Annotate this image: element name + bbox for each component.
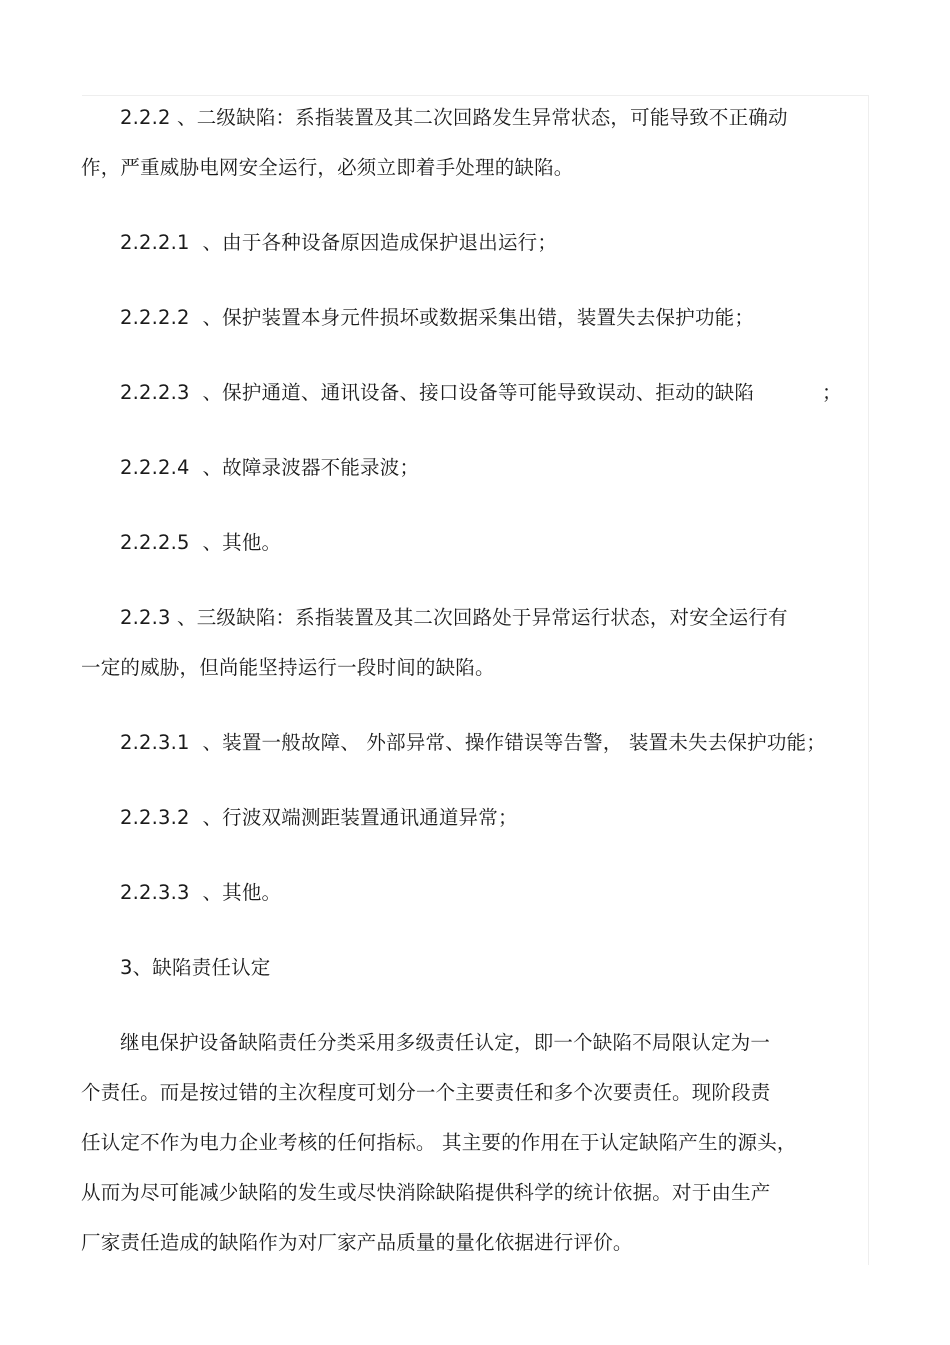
trailing-semicolon: ； bbox=[822, 381, 842, 404]
text-line bbox=[120, 805, 518, 831]
line-text: 、装置一般故障、 外部异常、操作错误等告警， 装置未失去保护功能； bbox=[202, 731, 826, 754]
text-line bbox=[120, 105, 788, 131]
section-number: 2.2.2 bbox=[120, 106, 171, 129]
text-line bbox=[81, 655, 495, 681]
page-border-right bbox=[868, 95, 869, 1265]
section-number: 2.2.2.2 bbox=[120, 306, 190, 329]
line-text: 、其他。 bbox=[202, 531, 282, 554]
section-number: 2.2.2.5 bbox=[120, 531, 190, 554]
section-heading bbox=[120, 955, 271, 981]
page-border-top bbox=[82, 95, 869, 96]
text-line bbox=[81, 1180, 771, 1206]
text-line bbox=[120, 605, 788, 631]
line-text: 从而为尽可能减少缺陷的发生或尽快消除缺陷提供科学的统计依据。对于由生产 bbox=[81, 1181, 771, 1204]
section-number: 2.2.2.3 bbox=[120, 381, 190, 404]
text-line bbox=[120, 230, 557, 256]
section-number: 2.2.3 bbox=[120, 606, 171, 629]
line-text: 、由于各种设备原因造成保护退出运行； bbox=[202, 231, 558, 254]
line-text: 作，严重威胁电网安全运行，必须立即着手处理的缺陷。 bbox=[81, 156, 574, 179]
line-text: 、三级缺陷：系指装置及其二次回路处于异常运行状态，对安全运行有 bbox=[177, 606, 788, 629]
text-line bbox=[81, 1080, 771, 1106]
line-text: 、其他。 bbox=[202, 881, 282, 904]
line-text: 一定的威胁，但尚能坚持运行一段时间的缺陷。 bbox=[81, 656, 495, 679]
line-text: 、行波双端测距装置通讯通道异常； bbox=[202, 806, 518, 829]
text-line bbox=[120, 1030, 770, 1056]
text-line bbox=[81, 1230, 633, 1256]
section-number: 2.2.2.1 bbox=[120, 231, 190, 254]
line-text: 、二级缺陷：系指装置及其二次回路发生异常状态，可能导致不正确动 bbox=[177, 106, 788, 129]
text-line bbox=[120, 380, 754, 406]
line-text: 个责任。而是按过错的主次程度可划分一个主要责任和多个次要责任。现阶段责 bbox=[81, 1081, 771, 1104]
line-text: 继电保护设备缺陷责任分类采用多级责任认定，即一个缺陷不局限认定为一 bbox=[120, 1031, 771, 1054]
line-text: 、保护通道、通讯设备、接口设备等可能导致误动、拒动的缺陷 bbox=[202, 381, 755, 404]
text-line bbox=[120, 305, 754, 331]
line-text: 厂家责任造成的缺陷作为对厂家产品质量的量化依据进行评价。 bbox=[81, 1231, 633, 1254]
text-line bbox=[120, 730, 826, 756]
text-line bbox=[120, 880, 281, 906]
text-line bbox=[81, 1130, 797, 1156]
line-text: 、保护装置本身元件损坏或数据采集出错，装置失去保护功能； bbox=[202, 306, 755, 329]
section-number: 2.2.3.2 bbox=[120, 806, 190, 829]
text-line bbox=[81, 155, 574, 181]
section-number: 2.2.2.4 bbox=[120, 456, 190, 479]
text-line bbox=[120, 455, 419, 481]
line-text: 任认定不作为电力企业考核的任何指标。 其主要的作用在于认定缺陷产生的源头， bbox=[81, 1131, 797, 1154]
section-number: 2.2.3.3 bbox=[120, 881, 190, 904]
section-number: 2.2.3.1 bbox=[120, 731, 190, 754]
line-text: 、故障录波器不能录波； bbox=[202, 456, 420, 479]
line-text: 3、缺陷责任认定 bbox=[120, 956, 271, 979]
text-line bbox=[120, 530, 281, 556]
